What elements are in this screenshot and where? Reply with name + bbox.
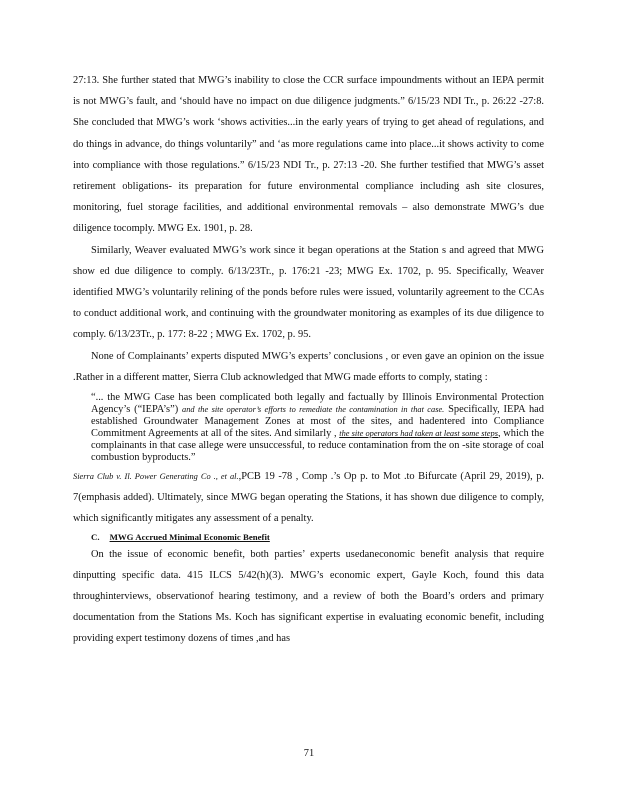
quote-text-3: , which the complainants in that case allege were unsuccessful, to reduce contamination from the on -site storage of coal combustion byproducts.” [91, 428, 544, 464]
quote-text-1: “... the MWG Case has been complicated both legally and factually by Illinois Environmental Protection Agency’s (“IEPA’s”) [91, 392, 544, 416]
document-body [73, 70, 544, 650]
quote-text-2: Specifically, IEPA had established Groundwater Management Zones at most of the sites, and hadentered into Compliance Commitment Agreements at all of the sites. And similarly , [91, 404, 544, 440]
paragraph-3: None of Complainants’ experts disputed MWG’s experts’ conclusions , or even gave an opinion on the issue .Rather in a different matter, Sierra Club acknowledged that MWG made efforts to comply, stating : [73, 350, 544, 383]
paragraph-1: 27:13. She further stated that MWG’s inability to close the CCR surface impoundments without an IEPA permit is not MWG’s fault, and ‘should have no impact on due diligence judgments.” 6/15/23 NDI Tr., p. 26:22 -27:8. She concluded that MWG’s work ‘shows activities...in the early years of trying to get ahead of regulations, and do things in advance, do things voluntarily” and ‘as more regulations came into place...it shows activity to come into compliance with those regulations.” 6/15/23 NDI Tr., p. 27:13 -20. She further testified that MWG’s asset retirement obligations- its preparation for future environmental compliance including ash site closures, monitoring, fuel storage facilities, and additional environmental removals – also demonstrate MWG’s due diligence tocomply. MWG Ex. 1901, p. 28. [73, 75, 544, 235]
section-heading [91, 530, 544, 544]
case-name: Sierra Club v. Il. Power Generating Co ., et al. [73, 472, 239, 482]
citation-text: ,PCB 19 -78 , Comp .’s Op p. to Mot .to Bifurcate (April 29, 2019), p. 7(emphasis added). Ultimately, since MWG began operating the Stations, it has shown due diligence to comply, which significantly mitigates any assessment of a penalty. [73, 471, 545, 525]
paragraph-2: Similarly, Weaver evaluated MWG’s work since it began operations at the Station s and agreed that MWG show ed due diligence to comply. 6/13/23Tr., p. 176:21 -23; MWG Ex. 1702, p. 95. Specifically, Weaver identified MWG’s voluntarily relining of the ponds before rules were issued, voluntarily agreement to the CCAs to conduct additional work, and continuing with the groundwater monitoring as examples of its due diligence to comply. 6/13/23Tr., p. 177: 8-22 ; MWG Ex. 1702, p. 95. [73, 244, 544, 341]
section-letter: C. [91, 531, 100, 542]
section-title: MWG Accrued Minimal Economic Benefit [109, 531, 270, 542]
quote-italic-1: and the site operator’s efforts to remediate the contamination in that case. [182, 405, 445, 415]
paragraph-4: On the issue of economic benefit, both parties’ experts usedaneconomic benefit analysis that require dinputting specific data. 415 ILCS 5/42(h)(3). MWG’s economic expert, Gayle Koch, found this data throughinterviews, observationof hearing testimony, and a review of both the Board’s orders and primary documentation from the Stations Ms. Koch has significant expertise in evaluating economic benefit, including providing expert testimony dozens of times ,and has [73, 548, 544, 645]
block-quote [91, 388, 544, 466]
quote-emphasis: the site operators had taken at least some steps [339, 429, 498, 439]
page-number: 71 [303, 748, 315, 759]
citation-paragraph [73, 466, 544, 530]
